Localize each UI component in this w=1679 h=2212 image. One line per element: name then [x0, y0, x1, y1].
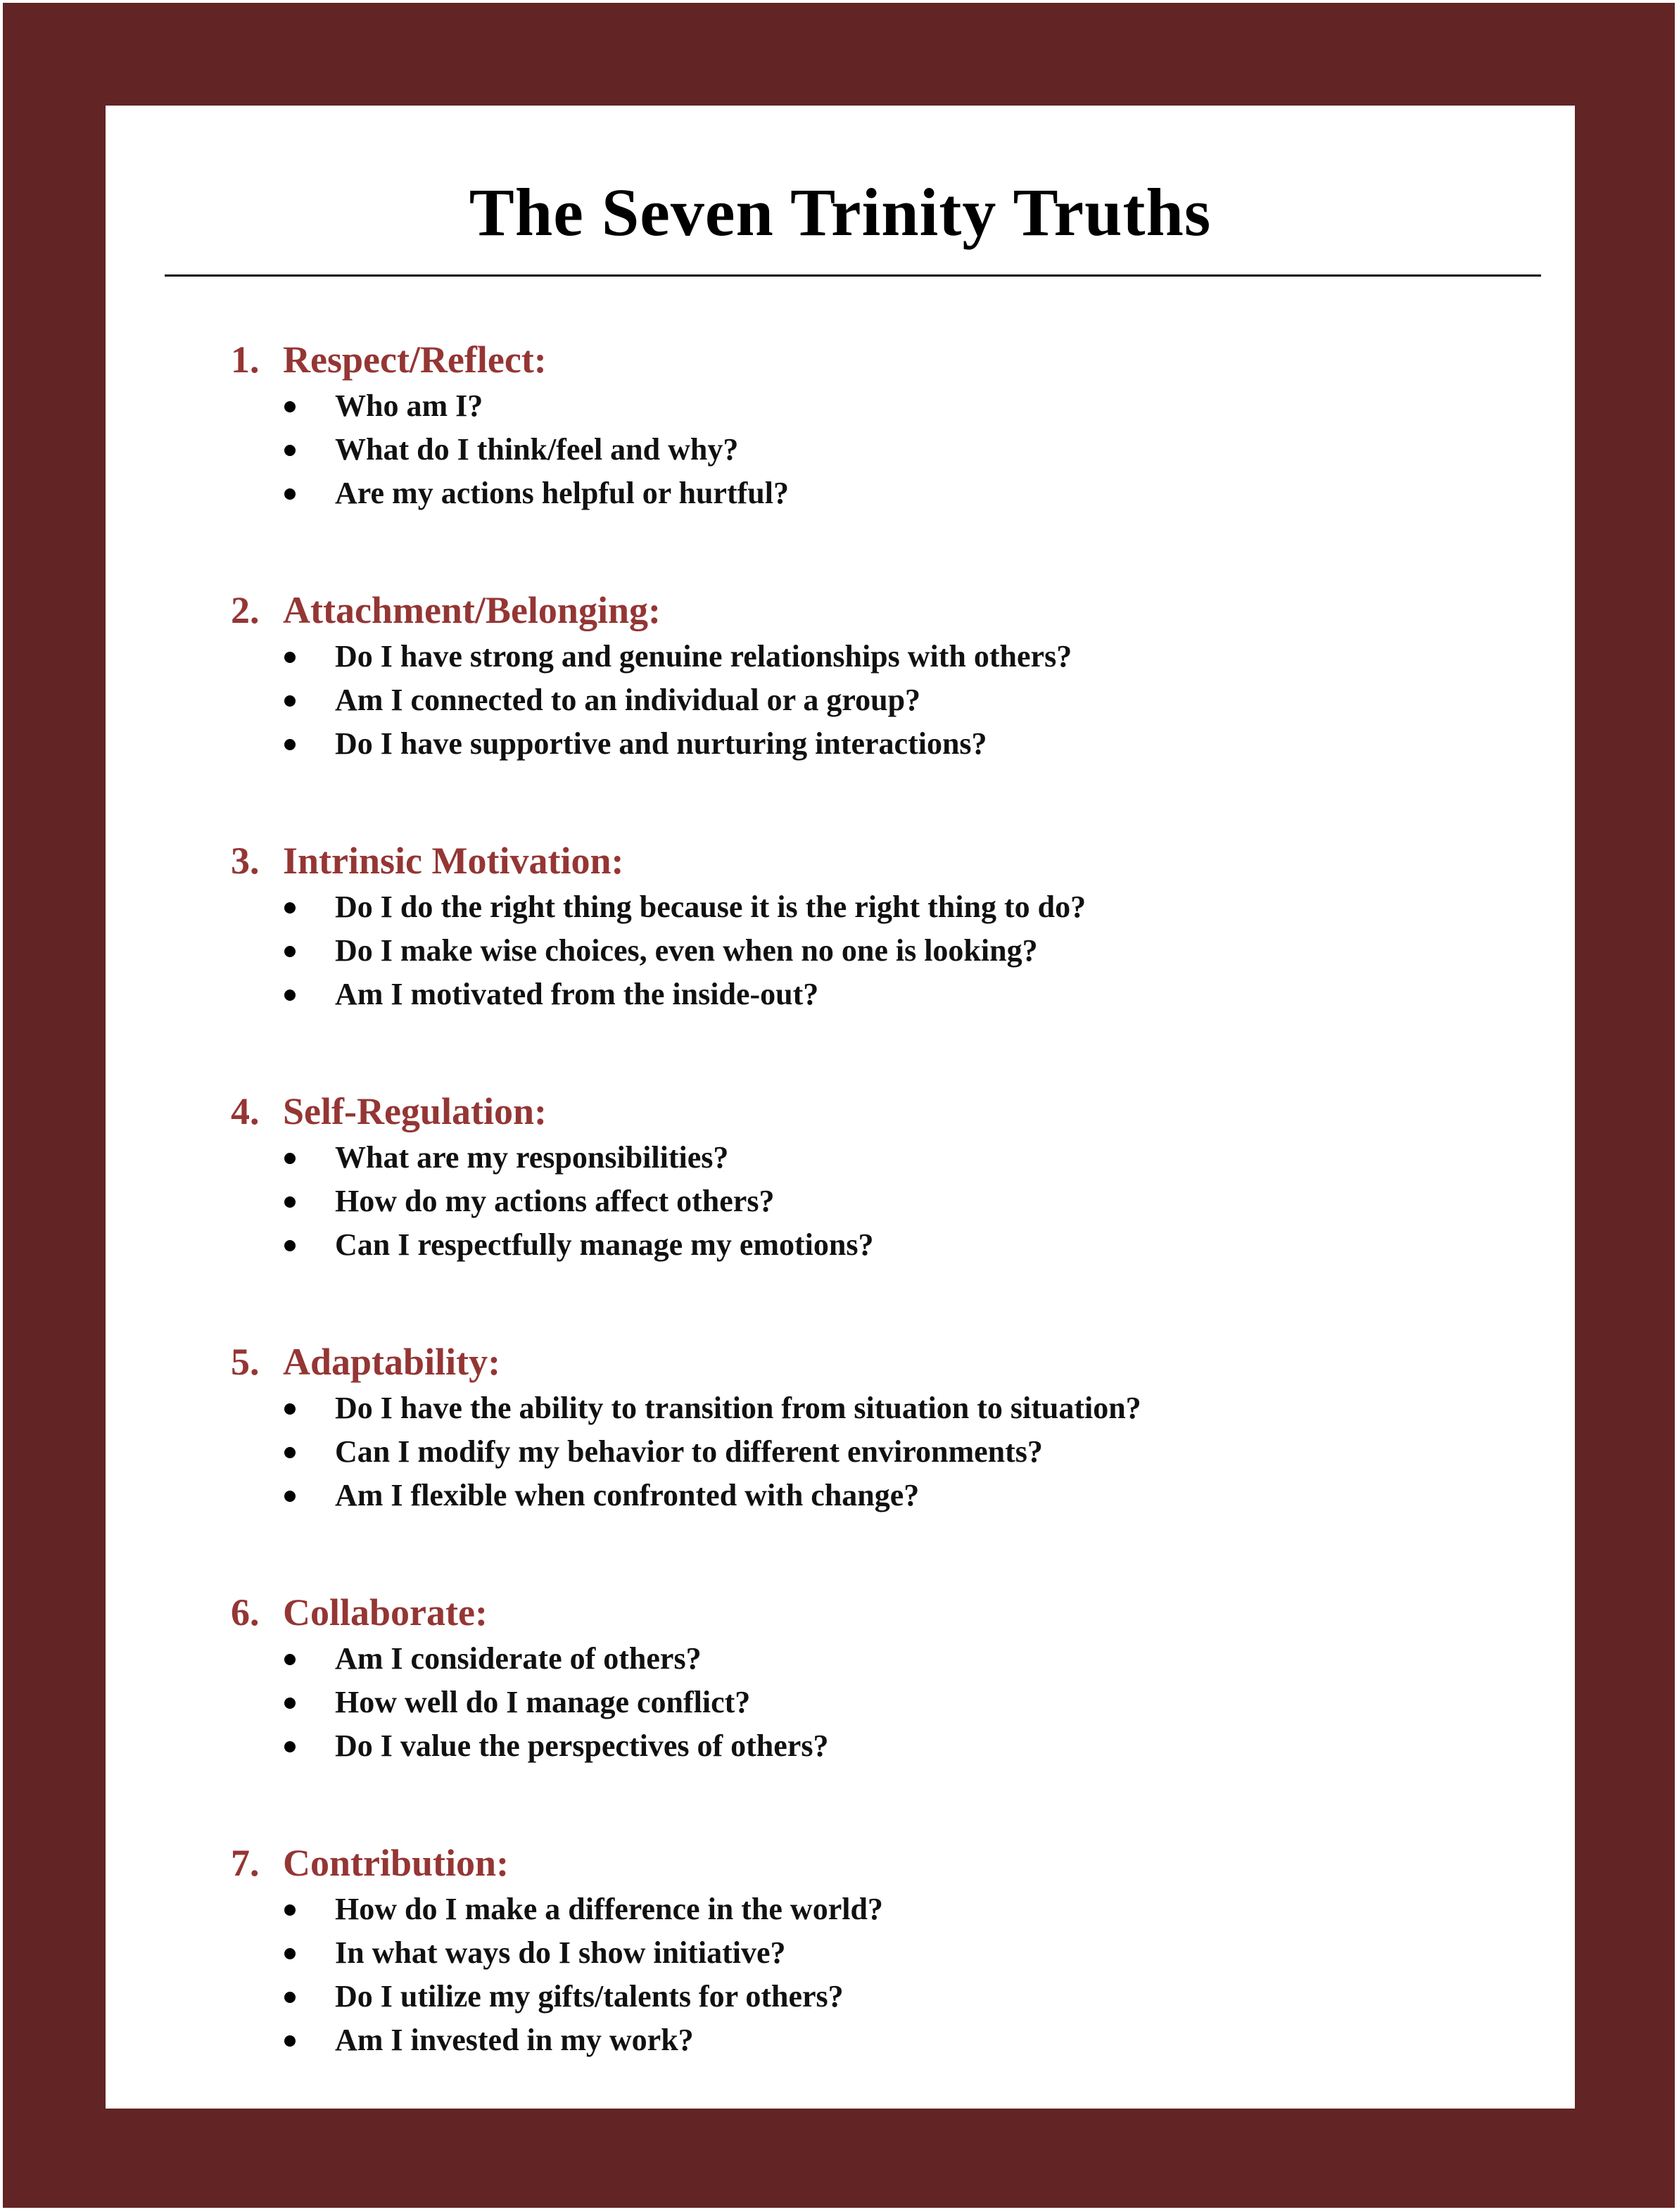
bullet-icon [284, 2035, 296, 2047]
section-title: Self-Regulation: [283, 1090, 547, 1132]
section-title: Contribution: [283, 1842, 509, 1884]
bullet-icon [284, 739, 296, 750]
section-number: 1. [231, 339, 260, 381]
document-title: The Seven Trinity Truths [469, 175, 1212, 250]
question-text: Do I have strong and genuine relationships with others? [335, 639, 1072, 674]
section-title: Intrinsic Motivation: [283, 840, 624, 882]
question-text: What do I think/feel and why? [335, 432, 739, 467]
section-title: Collaborate: [283, 1591, 488, 1633]
question-text: Am I considerate of others? [335, 1641, 702, 1676]
bullet-icon [284, 1992, 296, 2003]
bullet-icon [284, 1196, 296, 1208]
section-number: 5. [231, 1341, 260, 1383]
bullet-icon [284, 1948, 296, 1959]
section-number: 7. [231, 1842, 260, 1884]
bullet-icon [284, 1491, 296, 1502]
section-title: Adaptability: [283, 1341, 501, 1383]
bullet-icon [284, 652, 296, 663]
question-text: How do I make a difference in the world? [335, 1892, 883, 1926]
question-text: Am I connected to an individual or a group? [335, 683, 921, 717]
question-text: How well do I manage conflict? [335, 1685, 751, 1719]
question-text: Am I invested in my work? [335, 2023, 694, 2057]
question-text: In what ways do I show initiative? [335, 1935, 786, 1970]
question-text: Who am I? [335, 388, 483, 423]
bullet-icon [284, 695, 296, 707]
question-text: Are my actions helpful or hurtful? [335, 476, 789, 510]
bullet-icon [284, 1698, 296, 1709]
bullet-icon [284, 445, 296, 456]
bullet-icon [284, 1153, 296, 1164]
question-text: Do I do the right thing because it is the right thing to do? [335, 890, 1086, 924]
bullet-icon [284, 946, 296, 957]
page-border-frame [3, 3, 1675, 2208]
section-number: 2. [231, 589, 260, 631]
question-text: Am I flexible when confronted with change? [335, 1478, 920, 1512]
section-number: 6. [231, 1591, 260, 1633]
question-text: Am I motivated from the inside-out? [335, 977, 819, 1011]
bullet-icon [284, 488, 296, 500]
title-divider [165, 274, 1541, 277]
bullet-icon [284, 1654, 296, 1665]
bullet-icon [284, 1240, 296, 1251]
section-number: 4. [231, 1090, 260, 1132]
question-text: Can I modify my behavior to different environments? [335, 1434, 1043, 1469]
document-page [106, 106, 1575, 2109]
bullet-icon [284, 1741, 296, 1752]
question-text: What are my responsibilities? [335, 1140, 729, 1175]
question-text: Do I value the perspectives of others? [335, 1728, 829, 1763]
bullet-icon [284, 401, 296, 412]
question-text: Do I have supportive and nurturing interactions? [335, 726, 987, 761]
question-text: How do my actions affect others? [335, 1184, 775, 1218]
bullet-icon [284, 1447, 296, 1458]
question-text: Do I utilize my gifts/talents for others? [335, 1979, 844, 2014]
question-text: Do I have the ability to transition from situation to situation? [335, 1391, 1141, 1425]
section-title: Attachment/Belonging: [283, 589, 661, 631]
bullet-icon [284, 1904, 296, 1916]
question-text: Do I make wise choices, even when no one is looking? [335, 933, 1038, 968]
bullet-icon [284, 902, 296, 914]
bullet-icon [284, 1403, 296, 1415]
section-number: 3. [231, 840, 260, 882]
bullet-icon [284, 990, 296, 1001]
question-text: Can I respectfully manage my emotions? [335, 1227, 874, 1262]
section-title: Respect/Reflect: [283, 339, 547, 381]
